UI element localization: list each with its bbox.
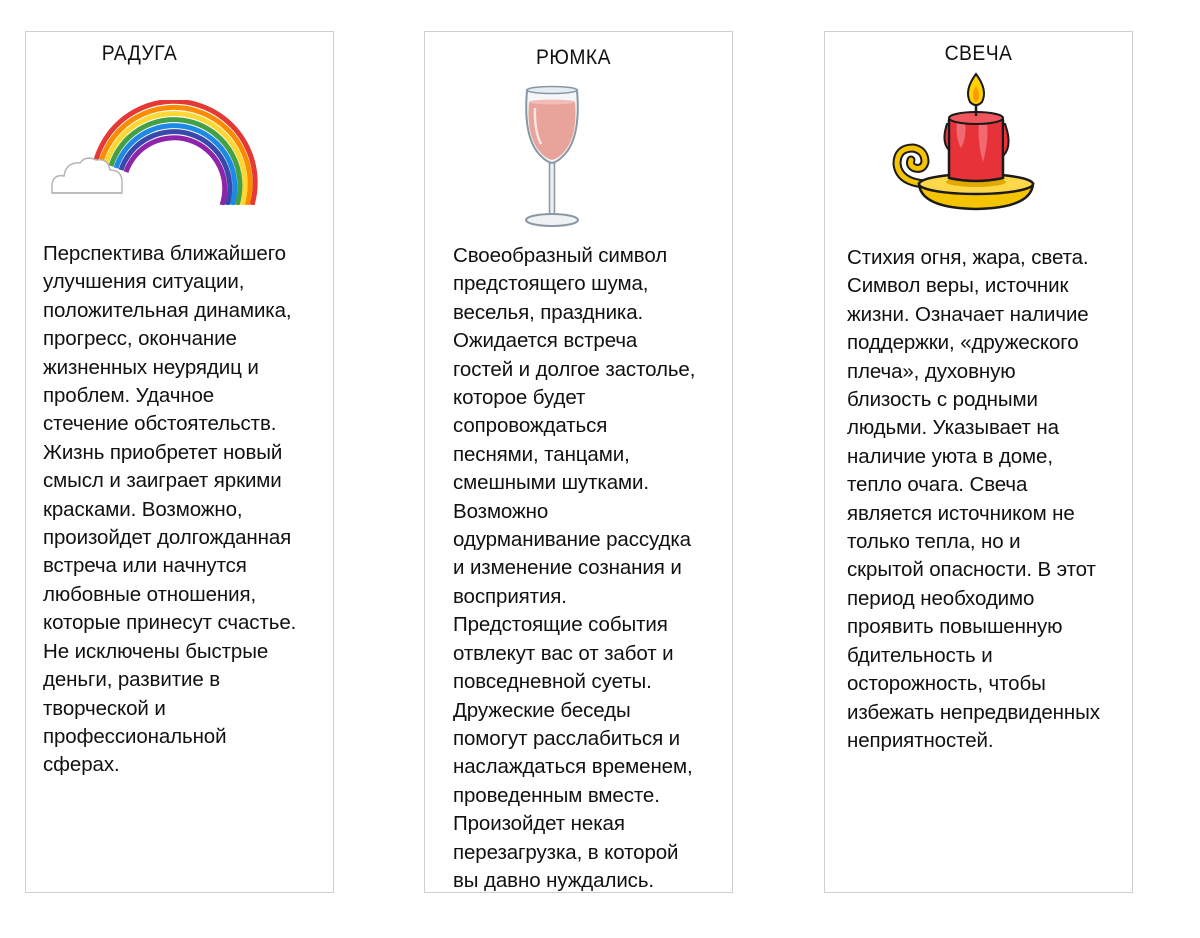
wine-glass-icon (523, 84, 581, 230)
card-title: РАДУГА (101, 42, 178, 65)
card-description: Своеобразный символ предстоящего шума, веселья, праздника. Ожидается встреча гостей и долгое застолье, которое будет сопровождаться песнями, танцами, смешными шутками. Возможно одурманивание рассудка и изменение сознания и восприятия. Предстоящие события отвлекут вас от забот и повседневной суеты. Дружеские беседы помогут расслабиться и наслаждаться временем, проведенным вместе. Произойдет некая перезагрузка, в которой вы давно нуждались. (453, 244, 696, 892)
rainbow-icon (48, 100, 278, 205)
card-description: Перспектива ближайшего улучшения ситуации, положительная динамика, прогресс, окончание жизненных неурядиц и проблем. Удачное стечение обстоятельств. Жизнь приобретет новый смысл и заиграет яркими красками. Возможно, произойдет долгожданная встреча или начнутся любовные отношения, которые принесут счастье. Не исключены быстрые деньги, развитие в творческой и профессиональной сферах. (43, 242, 297, 777)
card-candle (824, 31, 1133, 893)
card-description: Стихия огня, жара, света. Символ веры, источник жизни. Означает наличие поддержки, «дружеского плеча», духовную близость с родными людьми. Указывает на наличие уюта в доме, тепло очага. Свеча является источником не только тепла, но и скрытой опасности. В этот период необходимо проявить повышенную бдительность и осторожность, чтобы избежать непредвиденных неприятностей. (847, 246, 1100, 752)
candle-icon (889, 72, 1037, 214)
card-title: РЮМКА (536, 46, 611, 69)
card-rainbow (25, 31, 334, 893)
card-title: СВЕЧА (944, 42, 1013, 65)
card-wine-glass (424, 31, 733, 893)
